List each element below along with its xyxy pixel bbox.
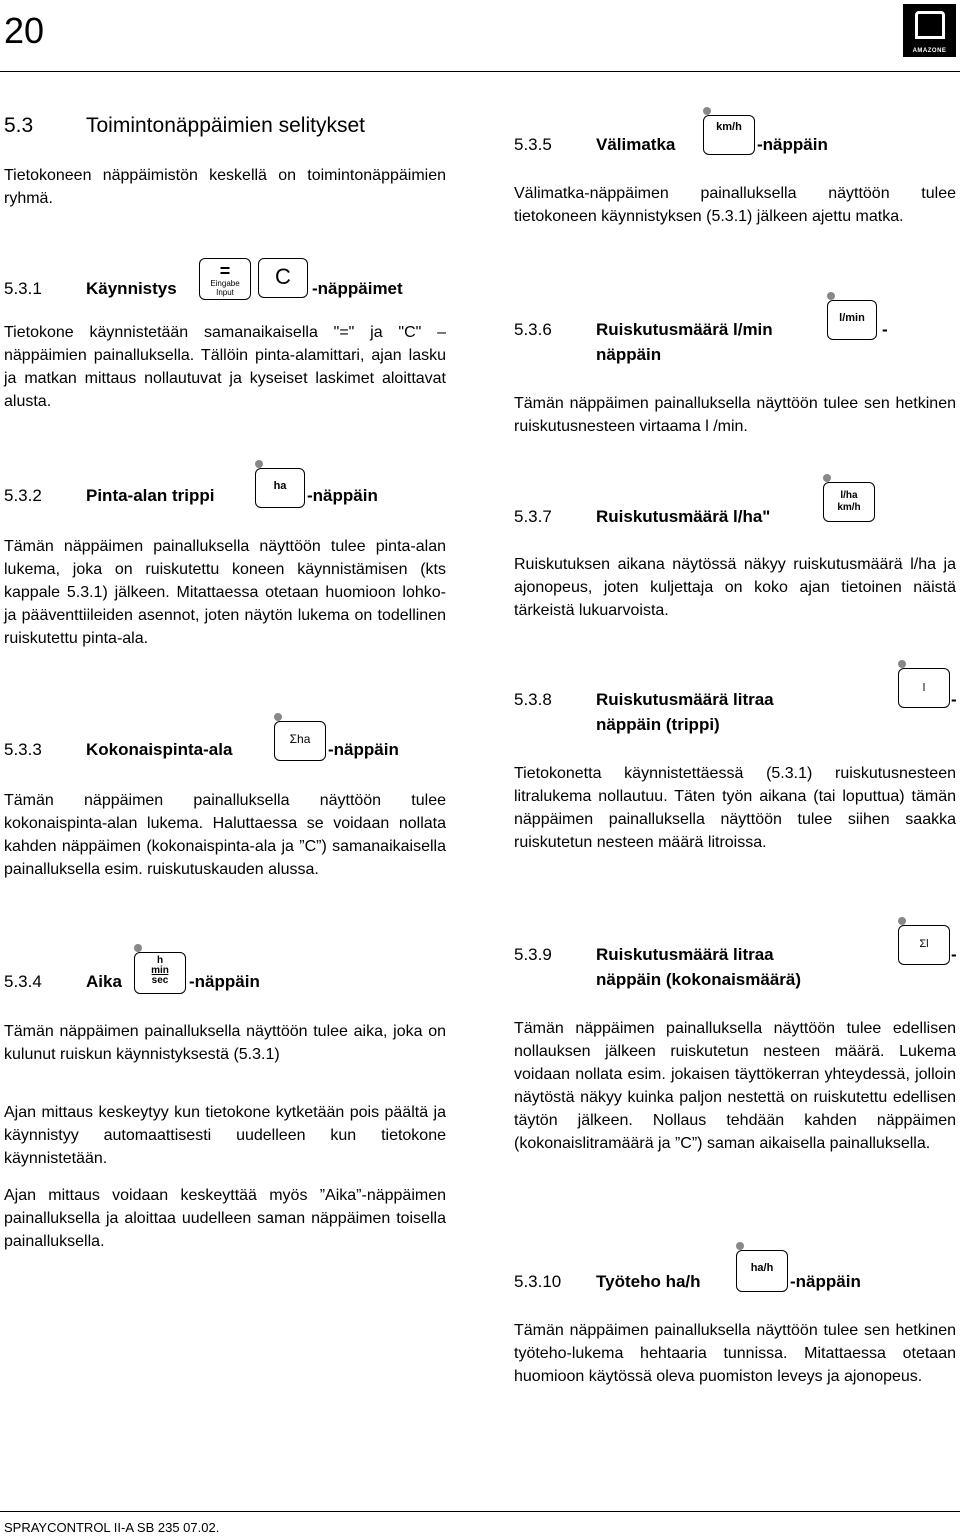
- heading-5-3-8-dash: -: [951, 690, 957, 709]
- body-5-3-3: Tämän näppäimen painalluksella näyttöön tulee kokonaispinta-alan lukema. Haluttaessa se voidaan nollata kahden näppäimen (kokonaispinta-ala ja ”C”) samanaikaisella painalluksella esim. ruiskutuskauden alussa.: [4, 792, 446, 878]
- heading-5-3-8-line2: näppäin (trippi): [596, 715, 720, 734]
- total-litre-key-icon: Σl: [898, 925, 950, 965]
- heading-5-3-9-dash: -: [951, 945, 957, 964]
- heading-5-3-10: 5.3.10 Työteho ha/h: [514, 1272, 701, 1291]
- body-5-3-4-c: Ajan mittaus voidaan keskeyttää myös ”Aika”-näppäimen painalluksella ja aloittaa uudelleen saman näppäimen toisella painalluksella.: [4, 1187, 446, 1250]
- heading-5-3-2: 5.3.2 Pinta-alan trippi: [4, 486, 215, 505]
- rate-speed-key-icon: l/ha km/h: [823, 482, 875, 522]
- distance-key-icon: km/h: [703, 115, 755, 155]
- body-5-3-4-b: Ajan mittaus keskeytyy kun tietokone kytketään pois päältä ja käynnistyy automaattisesti uudelleen kun tietokone käynnistetään.: [4, 1104, 446, 1167]
- heading-5-3-6: 5.3.6 Ruiskutusmäärä l/min: [514, 320, 773, 339]
- heading-5-3-6-line2: näppäin: [596, 345, 662, 364]
- heading-5-3-4: 5.3.4 Aika: [4, 972, 122, 991]
- heading-5-3-5: 5.3.5 Välimatka: [514, 135, 676, 154]
- enter-key-icon: = Eingabe Input: [199, 258, 251, 300]
- body-5-3-8: Tietokonetta käynnistettäessä (5.3.1) ruiskutusnesteen litralukema nollautuu. Täten työn aikana (tai loputtua) tämän näppäimen painalluksella näyttöön tulee siihen saakka ruiskutetun nesteen määrä litroissa.: [514, 765, 956, 851]
- heading-5-3-2-suffix: -näppäin: [307, 486, 378, 505]
- heading-5-3-4-suffix: -näppäin: [189, 972, 260, 991]
- heading-5-3-5-suffix: -näppäin: [757, 135, 828, 154]
- footer-rule: [0, 1511, 960, 1512]
- body-5-3-1: Tietokone käynnistetään samanaikaisella "=" ja "C" –näppäimien painalluksella. Tällöin pinta-alamittari, ajan lasku ja matkan mittaus nollautuvat ja kyseiset laskimet aloittavat alusta.: [4, 324, 446, 410]
- heading-5-3-9-line2: näppäin (kokonaismäärä): [596, 970, 802, 989]
- header-rule: [0, 71, 960, 72]
- body-5-3-6: Tämän näppäimen painalluksella näyttöön tulee sen hetkinen ruiskutusnesteen virtaama l /min.: [514, 395, 956, 435]
- page-number: 20: [4, 10, 45, 51]
- body-5-3-4-a: Tämän näppäimen painalluksella näyttöön tulee aika, joka on kulunut ruiskun käynnistyksestä (5.3.1): [4, 1023, 446, 1063]
- heading-5-3-10-suffix: -näppäin: [790, 1272, 861, 1291]
- intro-text: Tietokoneen näppäimistön keskellä on toimintonäppäimien ryhmä.: [4, 167, 446, 207]
- heading-5-3-3-suffix: -näppäin: [328, 740, 399, 759]
- heading-5-3-9: 5.3.9 Ruiskutusmäärä litraa: [514, 945, 774, 964]
- clear-key-icon: C: [258, 258, 308, 298]
- logo-label: AMAZONE: [912, 48, 947, 54]
- body-5-3-7: Ruiskutuksen aikana näytössä näkyy ruiskutusmäärä l/ha ja ajonopeus, joten kuljettaja on koko ajan tietoinen näistä tärkeistä lukuarvoista.: [514, 556, 956, 619]
- body-5-3-2: Tämän näppäimen painalluksella näyttöön tulee pinta-alan lukema, joka on ruiskutettu koneen käynnistämisen (kts kappale 5.3.1) jälkeen. Mitattaessa otetaan huomioon lohko- ja pääventtiileiden asennot, joten näytön lukema on todellinen ruiskutettu pinta-ala.: [4, 538, 446, 647]
- litre-trip-key-icon: l: [898, 668, 950, 708]
- heading-5-3-7: 5.3.7 Ruiskutusmäärä l/ha": [514, 507, 771, 526]
- heading-5-3-8: 5.3.8 Ruiskutusmäärä litraa: [514, 690, 774, 709]
- total-area-key-icon: Σha: [274, 721, 326, 761]
- heading-5-3-1-suffix: -näppäimet: [312, 279, 403, 298]
- body-5-3-10: Tämän näppäimen painalluksella näyttöön tulee sen hetkinen työteho-lukema hehtaaria tunnissa. Mitattaessa otetaan huomioon käytössä oleva puomiston leveys ja ajonopeus.: [514, 1322, 956, 1385]
- body-5-3-9: Tämän näppäimen painalluksella näyttöön tulee edellisen nollauksen jälkeen ruiskutetun nesteen määrä. Lukema voidaan nollata esim. jokaisen täyttökerran yhteydessä, jolloin näytöstä näkyy kuinka paljon nestettä on ruiskutettu edellisen täytön jälkeen. Nollaus tehdään kahden näppäimen (kokonaislitramäärä ja ”C”) saman aikaisella painalluksella.: [514, 1020, 956, 1152]
- heading-5-3-1: 5.3.1 Käynnistys: [4, 279, 177, 298]
- body-5-3-5: Välimatka-näppäimen painalluksella näyttöön tulee tietokoneen käynnistyksen (5.3.1) jälkeen ajettu matka.: [514, 185, 956, 225]
- section-heading: 5.3 Toimintonäppäimien selitykset: [4, 114, 365, 137]
- flow-rate-key-icon: l/min: [827, 300, 877, 340]
- heading-5-3-3: 5.3.3 Kokonaispinta-ala: [4, 740, 233, 759]
- work-rate-key-icon: ha/h: [736, 1250, 788, 1292]
- tractor-icon: [915, 11, 945, 39]
- footer-text: SPRAYCONTROL II-A SB 235 07.02.: [4, 1520, 220, 1535]
- heading-5-3-6-dash: -: [882, 320, 888, 339]
- brand-logo: [903, 4, 956, 57]
- area-trip-key-icon: ha: [255, 468, 305, 508]
- time-key-icon: h min $\overline{sec}$: [134, 952, 186, 994]
